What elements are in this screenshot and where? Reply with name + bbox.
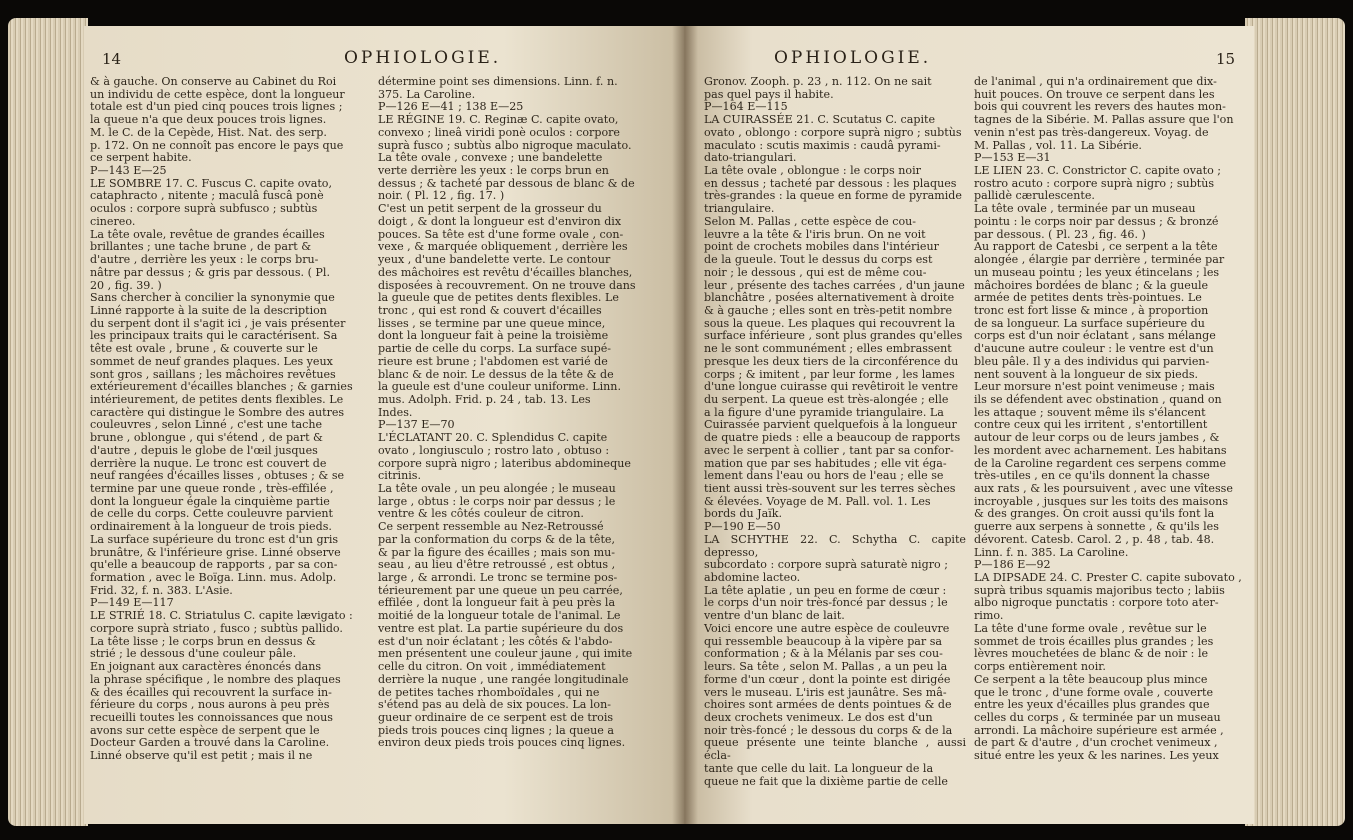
text-line: La tête ovale , terminée par un museau <box>974 202 1196 216</box>
text-line: Gronov. Zooph. p. 23 , n. 112. On ne sait <box>704 75 932 88</box>
text-line: presque les deux tiers de la circonférence du <box>704 354 959 368</box>
text-line: tagnes de la Sibérie. M. Pallas assure que l'on <box>974 113 1234 127</box>
text-line: les principaux traits qui le caractérisent. Sa <box>90 329 338 343</box>
text-line: d'autre , depuis le globe de l'œil jusques <box>90 443 318 457</box>
text-line: M. Pallas , vol. 11. La Sibérie. <box>974 138 1142 152</box>
text-line: de quatre pieds : elle a beaucoup de rapports <box>704 431 961 445</box>
text-line: brune , oblongue , qui s'étend , de part & <box>90 431 323 445</box>
text-line: & élevées. Voyage de M. Pall. vol. 1. Les <box>704 494 931 508</box>
text-line: noir. ( Pl. 12 , fig. 17. ) <box>378 189 505 203</box>
text-line: pas quel pays il habite. <box>704 87 834 101</box>
text-line: La tête ovale , un peu alongée ; le museau <box>378 482 616 495</box>
text-line: lisses , se termine par une queue mince, <box>378 316 606 330</box>
text-line: Au rapport de Catesbi , ce serpent a la tête <box>974 240 1218 254</box>
text-line: guerre aux serpens à sonnette , & qu'ils les <box>974 520 1219 534</box>
running-head: OPHIOLOGIE. <box>344 48 502 68</box>
text-line: ils se défendent avec obstination , quand on <box>974 392 1222 406</box>
text-line: LE STRIÉ 18. C. Striatulus C. capite lævigato : <box>90 609 353 623</box>
text-line: tante que celle du lait. La longueur de la <box>704 761 934 775</box>
text-line: bords du Jaïk. <box>704 507 783 521</box>
text-line: des mâchoires est revêtu d'écailles blanches, <box>378 265 633 279</box>
text-line: brillantes ; une tache brune , de part & <box>90 240 312 254</box>
text-line: dont la longueur égale la cinquième partie <box>90 494 330 508</box>
text-line: nent souvent à la longueur de six pieds. <box>974 367 1199 381</box>
text-line: Sans chercher à concilier la synonymie que <box>90 291 335 305</box>
text-line: la gueule que de petites dents flexibles. Le <box>378 291 619 305</box>
text-line: autour de leur corps ou de leurs jambes , & <box>974 431 1220 445</box>
text-line: derrière la nuque. Le tronc est couvert de <box>90 456 327 470</box>
text-line: huit pouces. On trouve ce serpent dans les <box>974 87 1215 101</box>
text-line: seau , au lieu d'être retroussé , est obtus , <box>378 558 616 572</box>
text-line: celles du corps , & terminée par un museau <box>974 710 1221 724</box>
right-page <box>684 26 1254 824</box>
text-line: P—143 E—25 <box>90 164 167 178</box>
text-line: sont gros , saillans ; les mâchoires revêtues <box>90 367 336 381</box>
text-line: lement dans l'eau ou hors de l'eau ; elle se <box>704 469 944 483</box>
text-line: maculato : scutis maximis : caudâ pyrami- <box>704 138 941 152</box>
text-line: leurs. Sa tête , selon M. Pallas , a un peu la <box>704 660 948 674</box>
text-line: & des granges. On croit aussi qu'ils font la <box>974 507 1215 521</box>
text-line: de l'animal , qui n'a ordinairement que dix- <box>974 75 1217 88</box>
text-line: La tête ovale , oblongue : le corps noir <box>704 164 921 178</box>
text-line: intérieurement, de petites dents flexibles. Le <box>90 392 344 406</box>
text-line: formation , avec le Boïga. Linn. mus. Adolp. <box>90 571 337 585</box>
text-line: d'autre , derrière les yeux : le corps bru- <box>90 253 319 267</box>
text-line: nâtre par dessus ; & gris par dessous. ( Pl. <box>90 265 330 279</box>
text-line: 375. La Caroline. <box>378 87 476 101</box>
text-line: corps est d'un noir éclatant , sans mélange <box>974 329 1216 343</box>
text-line: ventre est plat. La partie supérieure du dos <box>378 621 624 635</box>
text-line: arrondi. La mâchoire supérieure est armée , <box>974 723 1224 737</box>
text-line: ovato , longiusculo ; rostro lato , obtuso : <box>378 443 610 457</box>
text-line: subcordato : corpore suprà saturatè nigro ; <box>704 558 948 572</box>
text-line: armée de petites dents très-pointues. Le <box>974 291 1202 305</box>
text-line: du serpent. La queue est très-alongée ; elle <box>704 392 949 406</box>
text-line: La tête aplatie , un peu en forme de cœur : <box>704 583 947 597</box>
text-line: recueilli toutes les connoissances que nous <box>90 710 333 724</box>
text-line: mation que par ses habitudes ; elle vit éga- <box>704 456 947 470</box>
text-line: de celle du corps. Cette couleuvre parvient <box>90 507 333 521</box>
text-line: rimo. <box>974 609 1004 623</box>
text-line: très-grandes : la queue en forme de pyramide <box>704 189 962 203</box>
text-line: avec le serpent à collier , tant par sa confor- <box>704 443 954 457</box>
text-line: Docteur Garden a trouvé dans la Caroline. <box>90 736 330 750</box>
text-line: convexo ; lineâ viridi ponè oculos : corpore <box>378 125 620 139</box>
text-line: P—149 E—117 <box>90 596 174 610</box>
text-line: pointu : le corps noir par dessus ; & bronzé <box>974 214 1219 228</box>
left-page <box>84 26 684 824</box>
text-line: rostro acuto : corpore suprà nigro ; subtùs <box>974 176 1215 190</box>
text-line: suprà fusco ; subtùs albo nigroque maculato. <box>378 138 632 152</box>
text-line: bois qui couvrent les revers des hautes mon- <box>974 100 1226 114</box>
text-line: Linné rapporte à la suite de la description <box>90 303 327 317</box>
text-line: strié ; le dessous d'une couleur pâle. <box>90 647 297 661</box>
text-line: sous la queue. Les plaques qui recouvrent la <box>704 316 956 330</box>
text-line: contre ceux qui les irritent , s'entortillent <box>974 418 1208 432</box>
text-line: caractère qui distingue le Sombre des autres <box>90 405 345 419</box>
text-line: neuf rangées d'écailles lisses , obtuses ; & se <box>90 469 345 483</box>
text-line: le corps d'un noir très-foncé par dessus ; le <box>704 596 948 610</box>
text-line: ovato , oblongo : corpore suprà nigro ; subtùs <box>704 125 962 139</box>
text-line: verte derrière les yeux : le corps brun en <box>378 164 609 178</box>
text-line: Ce serpent a la tête beaucoup plus mince <box>974 672 1208 686</box>
text-line: Linné observe qu'il est petit ; mais il ne <box>90 749 313 763</box>
text-line: du serpent dont il s'agit ici , je vais présenter <box>90 316 346 330</box>
text-line: gueur ordinaire de ce serpent est de trois <box>378 710 614 724</box>
text-line: La surface supérieure du tronc est d'un gris <box>90 532 339 546</box>
text-line: termine par une queue ronde , très-effilée , <box>90 482 334 495</box>
text-line: de part & d'autre , d'un crochet venimeux , <box>974 736 1218 750</box>
text-line: partie de celle du corps. La surface supé- <box>378 342 612 356</box>
text-line: noir ; le dessous , qui est de même cou- <box>704 265 927 279</box>
right-page-edges <box>1245 18 1345 826</box>
text-line: de la gueule. Tout le dessus du corps est <box>704 253 933 267</box>
text-line: incroyable , jusques sur les toits des maisons <box>974 494 1229 508</box>
text-line: situé entre les yeux & les narines. Les yeux <box>974 749 1219 763</box>
text-line: pieds trois pouces cinq lignes ; la queue a <box>378 723 614 737</box>
text-line: effilée , dont la longueur fait à peu près la <box>378 596 616 610</box>
text-line: LE LIEN 23. C. Constrictor C. capite ovato ; <box>974 164 1222 178</box>
text-line: un museau pointu ; les yeux étincelans ; les <box>974 265 1220 279</box>
text-line: extérieurement d'écailles blanches ; & garnies <box>90 380 353 394</box>
text-line: deux crochets venimeux. Le dos est d'un <box>704 710 933 724</box>
text-line: LA SCHYTHE 22. C. Schytha C. capite depresso, <box>704 532 966 559</box>
text-line: brunâtre, & l'inférieure grise. Linné observe <box>90 545 341 559</box>
text-line: Frid. 32, f. n. 383. L'Asie. <box>90 583 233 597</box>
text-line: LA CUIRASSÉE 21. C. Scutatus C. capite <box>704 113 936 127</box>
text-line: men présentent une couleur jaune , qui imite <box>378 647 633 661</box>
text-line: p. 172. On ne connoît pas encore le pays que <box>90 138 344 152</box>
text-line: les mordent avec acharnement. Les habitans <box>974 443 1227 457</box>
text-line: P—153 E—31 <box>974 151 1051 165</box>
text-line: vexe , & marquée obliquement , derrière les <box>378 240 628 254</box>
text-line: queue ne fait que la dixième partie de celle <box>704 774 948 788</box>
text-line: tronc , qui est rond & couvert d'écailles <box>378 303 602 317</box>
text-line: entre les yeux d'écailles plus grandes que <box>974 698 1210 712</box>
text-line: ce serpent habite. <box>90 151 192 165</box>
text-line: LE SOMBRE 17. C. Fuscus C. capite ovato, <box>90 176 332 190</box>
text-line: corps ; & imitent , par leur forme , les lames <box>704 367 955 381</box>
text-line: tronc est fort lisse & mince , à proportion <box>974 303 1209 317</box>
text-line: blanc & de noir. Le dessus de la tête & de <box>378 367 614 381</box>
text-line: térieurement par une queue un peu carrée, <box>378 583 623 597</box>
text-line: doigt , & dont la longueur est d'environ dix <box>378 214 622 228</box>
text-line: La tête lisse ; le corps brun en dessus & <box>90 634 316 648</box>
text-column <box>704 76 966 788</box>
text-line: moitié de la longueur totale de l'animal. Le <box>378 609 621 623</box>
text-line: P—137 E—70 <box>378 418 455 432</box>
text-line: est d'un noir éclatant ; les côtés & l'abdo- <box>378 634 613 648</box>
text-line: celle du citron. On voit , immédiatement <box>378 660 606 674</box>
text-line: de la Caroline regardent ces serpens comme <box>974 456 1227 470</box>
text-line: environ deux pieds trois pouces cinq lignes. <box>378 736 626 750</box>
text-line: derrière la nuque , une rangée longitudinale <box>378 672 629 686</box>
text-line: queue présente une teinte blanche , aussi écla- <box>704 736 966 763</box>
text-line: & par la figure des écailles ; mais son mu- <box>378 545 616 559</box>
text-line: très-utiles , en ce qu'ils donnent la chasse <box>974 469 1210 483</box>
text-line: La tête d'une forme ovale , revêtue sur le <box>974 621 1207 635</box>
text-line: Linn. f. n. 385. La Caroline. <box>974 545 1129 559</box>
text-line: choires sont armées de dents pointues & de <box>704 698 952 712</box>
text-line: de petites taches rhomboïdales , qui ne <box>378 685 600 699</box>
text-line: 20 , fig. 39. ) <box>90 278 162 292</box>
text-line: M. le C. de la Cepède, Hist. Nat. des serp. <box>90 125 327 139</box>
text-line: Indes. <box>378 405 413 419</box>
text-line: cinereo. <box>90 214 136 228</box>
text-line: leur , présente des taches carrées , d'un jaune <box>704 278 965 292</box>
text-line: mâchoires bordées de blanc ; & la gueule <box>974 278 1209 292</box>
text-line: alongée , élargie par derrière , terminée par <box>974 253 1225 267</box>
text-line: détermine point ses dimensions. Linn. f. n. <box>378 75 618 88</box>
text-line: totale est d'un pied cinq pouces trois lignes ; <box>90 100 343 114</box>
text-line: d'aucune autre couleur : le ventre est d'un <box>974 342 1214 356</box>
page-number: 14 <box>102 50 122 68</box>
text-line: abdomine lacteo. <box>704 571 801 585</box>
text-line: La tête ovale , convexe ; une bandelette <box>378 151 603 165</box>
text-line: triangulaire. <box>704 202 775 216</box>
text-line: la gueule est d'une couleur uniforme. Linn. <box>378 380 621 394</box>
text-line: vers le museau. L'iris est jaunâtre. Ses mâ- <box>704 685 947 699</box>
text-line: ventre & les côtés couleur de citron. <box>378 507 584 521</box>
text-line: dessus ; & tacheté par dessous de blanc & de <box>378 176 635 190</box>
text-line: dato-triangulari. <box>704 151 797 165</box>
text-line: par dessous. ( Pl. 23 , fig. 46. ) <box>974 227 1146 241</box>
text-line: LE RÉGINE 19. C. Reginæ C. capite ovato, <box>378 113 619 127</box>
text-line: dont la longueur fait à peine la troisième <box>378 329 609 343</box>
text-line: couleuvres , selon Linné , c'est une tache <box>90 418 323 432</box>
text-line: férieure du corps , nous aurons à peu près <box>90 698 330 712</box>
text-line: corpore suprà striato , fusco ; subtùs pallido. <box>90 621 343 635</box>
text-line: Selon M. Pallas , cette espèce de cou- <box>704 214 917 228</box>
text-line: de sa longueur. La surface supérieure du <box>974 316 1205 330</box>
text-line: P—186 E—92 <box>974 558 1051 572</box>
text-line: pallidè cærulescente. <box>974 189 1095 203</box>
text-line: P—164 E—115 <box>704 100 788 114</box>
text-line: bleu pâle. Il y a des individus qui parvien- <box>974 354 1210 368</box>
text-line: qui ressemble beaucoup à la vipère par sa <box>704 634 943 648</box>
text-line: Ce serpent ressemble au Nez-Retroussé <box>378 520 604 534</box>
text-line: corps entièrement noir. <box>974 660 1106 674</box>
text-line: leuvre a la tête & l'iris brun. On ne voit <box>704 227 926 241</box>
text-line: P—126 E—41 ; 138 E—25 <box>378 100 524 114</box>
text-line: a la figure d'une pyramide triangulaire. La <box>704 405 944 419</box>
text-line: avons sur cette espèce de serpent que le <box>90 723 320 737</box>
text-line: rieure est brune ; l'abdomen est varié de <box>378 354 608 368</box>
text-line: qu'elle a beaucoup de rapports , par sa con- <box>90 558 338 572</box>
text-line: lèvres mouchetées de blanc & de noir : le <box>974 647 1209 661</box>
text-line: ventre d'un blanc de lait. <box>704 609 845 623</box>
running-head: OPHIOLOGIE. <box>774 48 932 68</box>
text-line: & à gauche ; elles sont en très-petit nombre <box>704 303 953 317</box>
page-number: 15 <box>1216 50 1236 68</box>
text-line: disposées à recouvrement. On ne trouve dans <box>378 278 636 292</box>
text-line: dévorent. Catesb. Carol. 2 , p. 48 , tab. 48. <box>974 532 1215 546</box>
right-page-header <box>684 46 1254 78</box>
text-line: oculos : corpore suprà subfusco ; subtùs <box>90 202 318 216</box>
text-line: point de crochets mobiles dans l'intérieur <box>704 240 939 254</box>
text-line: tient aussi très-souvent sur les terres sèches <box>704 482 956 495</box>
text-line: blanchâtre , posées alternativement à droite <box>704 291 955 305</box>
text-line: L'ÉCLATANT 20. C. Splendidus C. capite <box>378 431 608 445</box>
text-line: suprà tribus squamis majoribus tecto ; labiis <box>974 583 1225 597</box>
text-column <box>90 76 362 763</box>
text-line: s'étend pas au delà de six pouces. La lon- <box>378 698 611 712</box>
text-line: corpore suprà nigro ; lateribus abdomineque <box>378 456 631 470</box>
book-gutter <box>672 26 698 824</box>
text-line: cataphracto , nitente ; maculâ fuscâ ponè <box>90 189 324 203</box>
text-line: & à gauche. On conserve au Cabinet du Roi <box>90 75 337 88</box>
text-column <box>974 76 1242 763</box>
text-line: yeux , d'une bandelette verte. Le contour <box>378 253 611 267</box>
text-line: albo nigroque punctatis : corpore toto ater- <box>974 596 1219 610</box>
text-line: mus. Adolph. Frid. p. 24 , tab. 13. Les <box>378 392 591 406</box>
text-line: conformation ; & à la Mélanis par ses cou- <box>704 647 943 661</box>
text-line: Leur morsure n'est point venimeuse ; mais <box>974 380 1215 394</box>
text-line: par la conformation du corps & de la tête, <box>378 532 615 546</box>
text-line: C'est un petit serpent de la grosseur du <box>378 202 602 216</box>
text-line: ordinairement à la longueur de trois pieds. <box>90 520 332 534</box>
text-line: un individu de cette espèce, dont la longueur <box>90 87 345 101</box>
text-line: les attaque ; souvent même ils s'élancent <box>974 405 1206 419</box>
text-line: sommet de neuf grandes plaques. Les yeux <box>90 354 333 368</box>
text-column <box>378 76 670 750</box>
text-line: pouces. Sa tête est d'une forme ovale , con- <box>378 227 624 241</box>
text-line: P—190 E—50 <box>704 520 781 534</box>
text-line: surface inférieure , sont plus grandes qu'elles <box>704 329 963 343</box>
text-line: en dessus ; tacheté par dessous : les plaques <box>704 176 957 190</box>
text-line: la phrase spécifique , le nombre des plaques <box>90 672 341 686</box>
text-line: citrinis. <box>378 469 421 483</box>
text-line: Cuirassée parvient quelquefois à la longueur <box>704 418 957 432</box>
text-line: Voici encore une autre espèce de couleuvre <box>704 621 950 635</box>
text-line: que le tronc , d'une forme ovale , couverte <box>974 685 1214 699</box>
text-line: la queue n'a que deux pouces trois lignes. <box>90 113 327 127</box>
text-line: La tête ovale, revêtue de grandes écailles <box>90 227 325 241</box>
text-line: venin n'est pas très-dangereux. Voyag. de <box>974 125 1209 139</box>
text-line: large , obtus : le corps noir par dessus ; le <box>378 494 616 508</box>
text-line: sommet de trois écailles plus grandes ; les <box>974 634 1214 648</box>
text-line: LA DIPSADE 24. C. Prester C. capite subovato , <box>974 571 1242 585</box>
text-line: noir très-foncé ; le dessous du corps & de la <box>704 723 953 737</box>
text-line: En joignant aux caractères énoncés dans <box>90 660 322 674</box>
text-line: d'une longue cuirasse qui revêtiroit le ventre <box>704 380 959 394</box>
left-page-edges <box>8 18 88 826</box>
text-line: & des écailles qui recouvrent la surface in- <box>90 685 332 699</box>
text-line: tête est ovale , brune , & couverte sur le <box>90 342 318 356</box>
text-line: forme d'un cœur , dont la pointe est dirigée <box>704 672 951 686</box>
text-line: ne le sont communément ; elles embrassent <box>704 342 952 356</box>
left-page-header <box>84 46 684 78</box>
text-line: large , & arrondi. Le tronc se termine pos- <box>378 571 618 585</box>
text-line: aux rats , & les poursuivent , avec une vîtesse <box>974 482 1233 495</box>
